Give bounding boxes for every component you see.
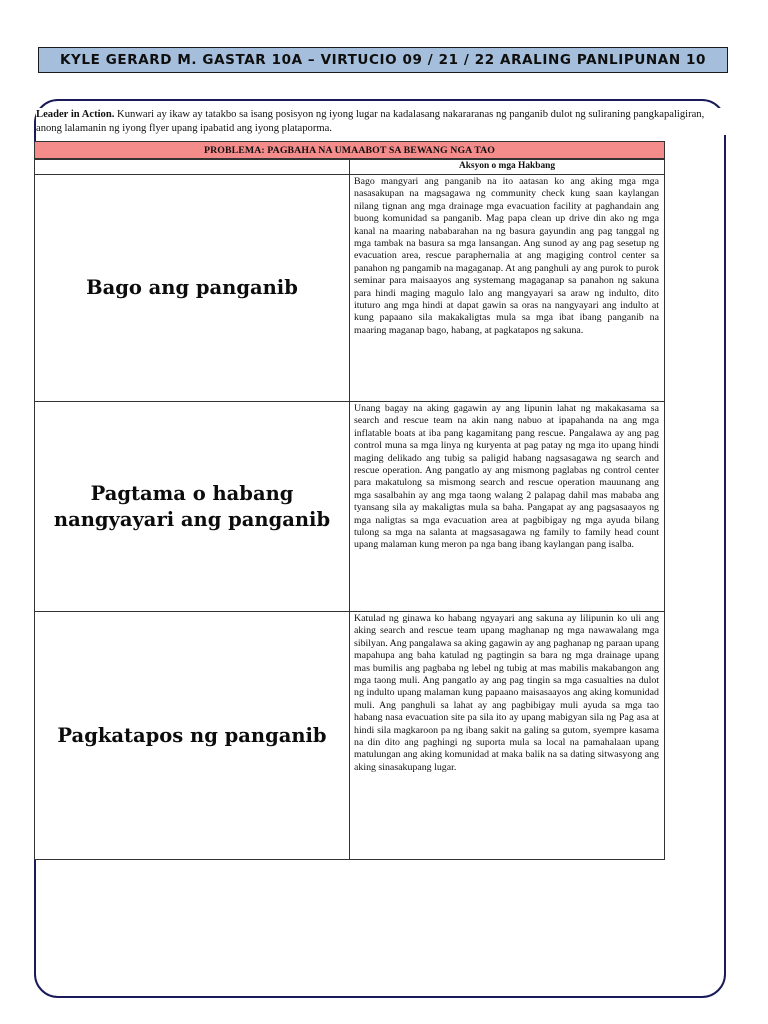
problem-header bbox=[34, 141, 665, 159]
table-row bbox=[35, 175, 665, 402]
action-text-after: Katulad ng ginawa ko habang ngyayari ang sakuna ay lilipunin ko uli ang aking search and rescue team upang maghanap ng mga nawawalang mga sibilyan. Ang pangalawa sa aking gagawin ay ang paghanap ng paraan upang mapahupa ang baha katulad ng pagtingin sa bara ng mga drainage upang mas bumilis ang pagbaba ng lebel ng tubig at mas mabilis makabangon ang mga taong muli. Ang pangatlo ay ang pag tingin sa mga casualties na dulot ng indulto upang malaman kung papaano maisasaayos ang aking komunidad muli. Ang panghuli sa lahat ay ang pagbibigay muli ayuda sa mga tao habang nasa evacuation site pa sila ito ay upang mabigyan sila ng Pag asa at hindi sila magkaroon pa ng ibang sakit na galing sa gutom, syempre kasama na din dito ang paghingi ng suporta mula sa local na pamahalaan upang matulungan ang aking komunidad at maka balik na sa dating sitwasyong ang aking sinasakupang lugar. bbox=[350, 612, 665, 860]
phase-cell bbox=[35, 612, 350, 860]
instructions-lead: Leader in Action. bbox=[36, 109, 115, 120]
table-row bbox=[35, 612, 665, 860]
action-plan-table bbox=[34, 159, 665, 860]
column-header-actions: Aksyon o mga Hakbang bbox=[350, 160, 665, 175]
phase-label-during: Pagtama o habang nangyayari ang panganib bbox=[53, 481, 331, 531]
problem-label: PROBLEMA: PAGBAHA NA UMAABOT SA BEWANG NGA TAO bbox=[203, 144, 495, 156]
phase-cell bbox=[35, 175, 350, 402]
table-header-row bbox=[35, 160, 665, 175]
header-title-bar bbox=[38, 47, 728, 73]
action-text-before: Bago mangyari ang panganib na ito aatasan ko ang aking mga mga nasasakupan na magsagawa ng community check kung saan kaylangan nilang tignan ang mga drainage mga evacuation facility at paghandain ang buong komunidad sa panganib. Mag papa clean up drive din ako ng mga kanal na maaring nababarahan na ng basura gayundin ang pag tanggal ng mga tambak na basura sa mga lansangan. Ang sunod ay ang pag sesetup ng evacuation area, rescue paraphernalia at ang magiging control center sa panahon ng pangamib na magaganap. At ang panghuli ay ang purok to purok seminar para maisaayos ang systemang magaganap sa panahon ng sakuna para hindi maging magulo lalo ang mangyayari sa araw ng indulto, dito ituturo ang mga hindi at dapat gawin sa oras na nangyayari ang indulto at kung papaano sila makakaligtas mula sa mga ibat ibang panganib na maaring maganap bago, habang, at pagkatapos ng sakuna. bbox=[350, 175, 665, 402]
header-empty-cell bbox=[35, 160, 350, 175]
instructions-paragraph bbox=[36, 108, 732, 135]
phase-label-after: Pagkatapos ng panganib bbox=[57, 723, 327, 747]
table-row bbox=[35, 402, 665, 612]
phase-cell bbox=[35, 402, 350, 612]
header-title: KYLE GERARD M. GASTAR 10A – VIRTUCIO 09 / 21 / 22 ARALING PANLIPUNAN 10 bbox=[59, 52, 707, 68]
instructions-text: Kunwari ay ikaw ay tatakbo sa isang posisyon ng iyong lugar na kadalasang nakararanas ng panganib dulot ng suliraning pangkapaligiran, anong lalamanin ng iyong flyer upang ipabatid ang iyong plataporma. bbox=[36, 109, 705, 134]
phase-label-before: Bago ang panganib bbox=[86, 276, 298, 299]
action-text-during: Unang bagay na aking gagawin ay ang lipunin lahat ng makakasama sa search and rescue team na akin nang nabuo at ipapahanda na ang mga inflatable boats at iba pang kagamitang pang rescue. Pangalawa ay ang pag control muna sa mga linya ng kuryenta at pag patay ng mga ito upang hindi maging delikado ang tubig sa paligid habang nagsasagawa ng search and rescue operation. Ang pangatlo ay ang mismong paglabas ng control center para makatulong sa mismong search and rescue operation mauunang ang mga sasalbahin ay ang mga taong walang 2 palapag dahil mas mababa ang tyansang sila ay makaligtas mula sa baha. Pangapat ay ang pagsasaayos ng mga naligtas sa mga evacuation area at pagbibigay ng mga ayuda bilang tulong sa mga na salanta at magsasagawa ng family to family head count upang malaman kung meron pa nga bang ibang kaylangan pang isalba. bbox=[350, 402, 665, 612]
